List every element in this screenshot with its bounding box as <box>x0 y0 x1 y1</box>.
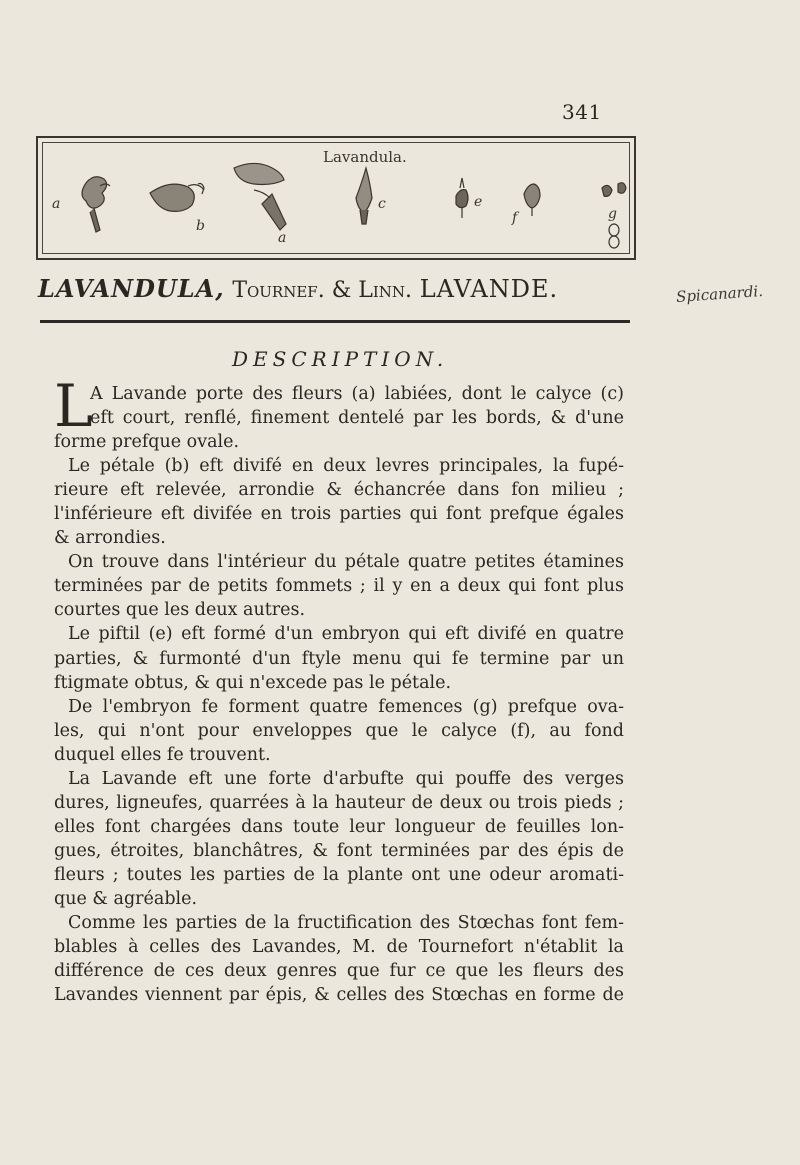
plate-caption: Lavandula. <box>323 148 407 166</box>
text-line: que & agréable. <box>54 888 198 909</box>
drop-capital: L <box>54 372 93 440</box>
text-line: parties, & furmonté d'un ftyle menu qui fe termine par un <box>54 648 624 669</box>
fig-label-a: a <box>52 196 61 212</box>
text-line: Comme les parties de la fructification des Stœchas font fem- <box>68 913 624 934</box>
fig-label-e: e <box>474 194 483 210</box>
text-line: les, qui n'ont pour enveloppes que le calyce (f), au fond <box>54 720 624 741</box>
text-line: elles font chargées dans toute leur longueur de feuilles lon- <box>54 816 624 837</box>
fig-label-c: c <box>378 196 386 212</box>
fig-label-a2: a <box>278 230 287 246</box>
text-line: forme prefque ovale. <box>54 432 240 453</box>
text-line: Le pétale (b) eft divifé en deux levres principales, la fupé- <box>68 456 624 477</box>
text-line: eft court, renflé, finement dentelé par les bords, & d'une <box>90 408 624 429</box>
text-line: A Lavande porte des fleurs (a) labiées, dont le calyce (c) <box>90 384 624 404</box>
fig-label-g: g <box>608 206 617 222</box>
genus-authors: Tournef. & Linn. <box>232 278 413 303</box>
text-line: différence de ces deux genres que fur ce que les fleurs des <box>54 961 624 982</box>
french-name: LAVANDE. <box>419 275 559 303</box>
plate-illustrations <box>38 138 638 262</box>
flower-illustration-a2 <box>234 163 286 230</box>
genus-name: LAVANDULA, <box>38 274 225 303</box>
text-line: fleurs ; toutes les parties de la plante ont une odeur aromati- <box>54 864 624 885</box>
text-line: courtes que les deux autres. <box>54 600 306 621</box>
text-line: rieure eft relevée, arrondie & échancrée dans fon milieu ; <box>54 480 624 501</box>
fig-label-b: b <box>196 218 205 234</box>
text-line: La Lavande eft une forte d'arbufte qui pouffe des verges <box>68 768 624 789</box>
text-line: dures, ligneufes, quarrées à la hauteur de deux ou trois pieds ; <box>54 792 624 813</box>
text-line: ftigmate obtus, & qui n'excede pas le pétale. <box>54 672 452 693</box>
text-line: l'inférieure eft divifée en trois parties qui font prefque égales <box>54 504 624 525</box>
text-line: & arrondies. <box>54 528 166 549</box>
text-line: terminées par de petits fommets ; il y en a deux qui font plus <box>54 576 624 597</box>
text-line: Lavandes viennent par épis, & celles des Stœchas en forme de <box>54 985 624 1006</box>
text-line: Le piftil (e) eft formé d'un embryon qui eft divifé en quatre <box>68 624 624 645</box>
botanical-plate <box>36 136 636 260</box>
page-number: 341 <box>562 100 602 124</box>
handwritten-margin-note: Spicanardi. <box>675 281 764 307</box>
header-rule <box>40 320 630 323</box>
calyx-illustration-f <box>524 184 540 216</box>
text-line: On trouve dans l'intérieur du pétale quatre petites étamines <box>68 552 624 573</box>
genus-headline <box>38 274 638 303</box>
text-line: De l'embryon fe forment quatre femences (g) prefque ova- <box>68 696 624 717</box>
text-line: blables à celles des Lavandes, M. de Tournefort n'établit la <box>54 937 624 958</box>
calyx-illustration-c <box>356 168 372 224</box>
text-line: duquel elles fe trouvent. <box>54 744 271 765</box>
section-title: DESCRIPTION. <box>232 347 449 371</box>
petal-illustration-b <box>150 184 204 212</box>
fig-label-f: f <box>512 210 518 226</box>
text-line: gues, étroites, blanchâtres, & font terminées par des épis de <box>54 840 624 861</box>
flower-illustration-a <box>82 177 110 232</box>
description-text <box>54 372 624 1007</box>
pistil-illustration-e <box>456 178 468 218</box>
